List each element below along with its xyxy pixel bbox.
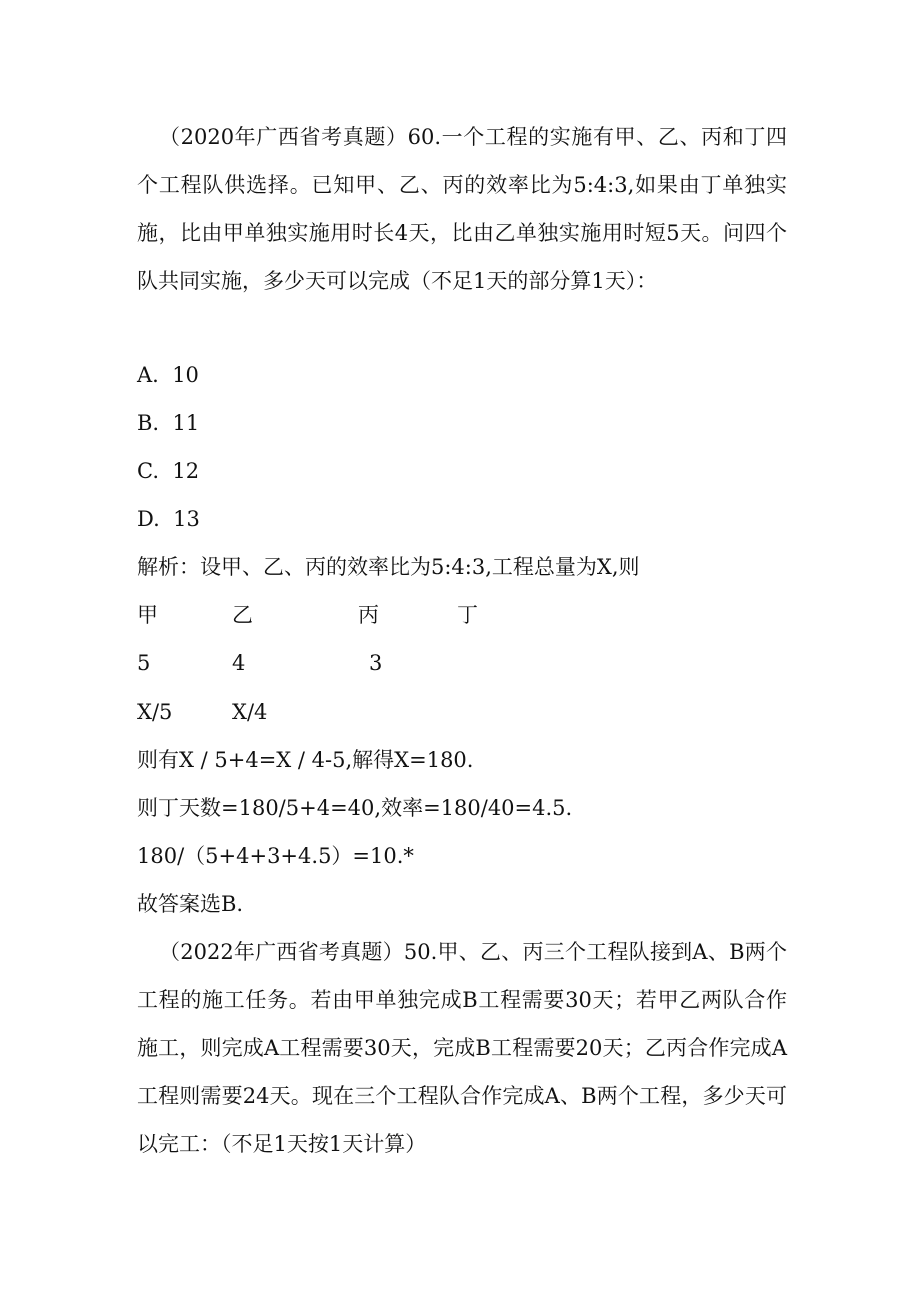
table-efficiency-yi: 4: [232, 651, 246, 675]
analysis-step-2: 则丁天数=180/5+4=40,效率=180/40=4.5.: [137, 796, 573, 820]
option-a: A. 10: [137, 363, 199, 387]
table-efficiency-bing: 3: [369, 651, 383, 675]
table-days-jia: X/5: [137, 700, 173, 724]
table-header-bing: 丙: [358, 603, 379, 627]
analysis-step-3: 180/（5+4+3+4.5）=10.*: [137, 844, 414, 868]
table-header-ding: 丁: [457, 603, 478, 627]
question-2-text: （2022年广西省考真题）50.甲、乙、丙三个工程队接到A、B两个工程的施工任务。若由甲单独完成B工程需要30天；若甲乙两队合作施工，则完成A工程需要30天，完成B工程需要20天；乙丙合作完成A工程则需要24天。现在三个工程队合作完成A、B两个工程，多少天可以完工：（不足1天按1天计算）: [137, 940, 787, 1156]
analysis-answer: 故答案选B.: [137, 892, 244, 916]
option-d: D. 13: [137, 507, 200, 531]
analysis-intro: 解析：设甲、乙、丙的效率比为5:4:3,工程总量为X,则: [137, 555, 640, 579]
table-efficiency-jia: 5: [137, 651, 151, 675]
question-1-text: （2020年广西省考真题）60.一个工程的实施有甲、乙、丙和丁四个工程队供选择。已知甲、乙、丙的效率比为5:4:3,如果由丁单独实施，比由甲单独实施用时长4天，比由乙单独实施用时短5天。问四个队共同实施，多少天可以完成（不足1天的部分算1天）：: [137, 125, 787, 293]
table-header-yi: 乙: [232, 603, 253, 627]
table-header-jia: 甲: [137, 603, 158, 627]
table-days-yi: X/4: [232, 700, 268, 724]
option-c: C. 12: [137, 459, 200, 483]
option-b: B. 11: [137, 411, 200, 435]
analysis-step-1: 则有X / 5+4=X / 4-5,解得X=180.: [137, 748, 474, 772]
